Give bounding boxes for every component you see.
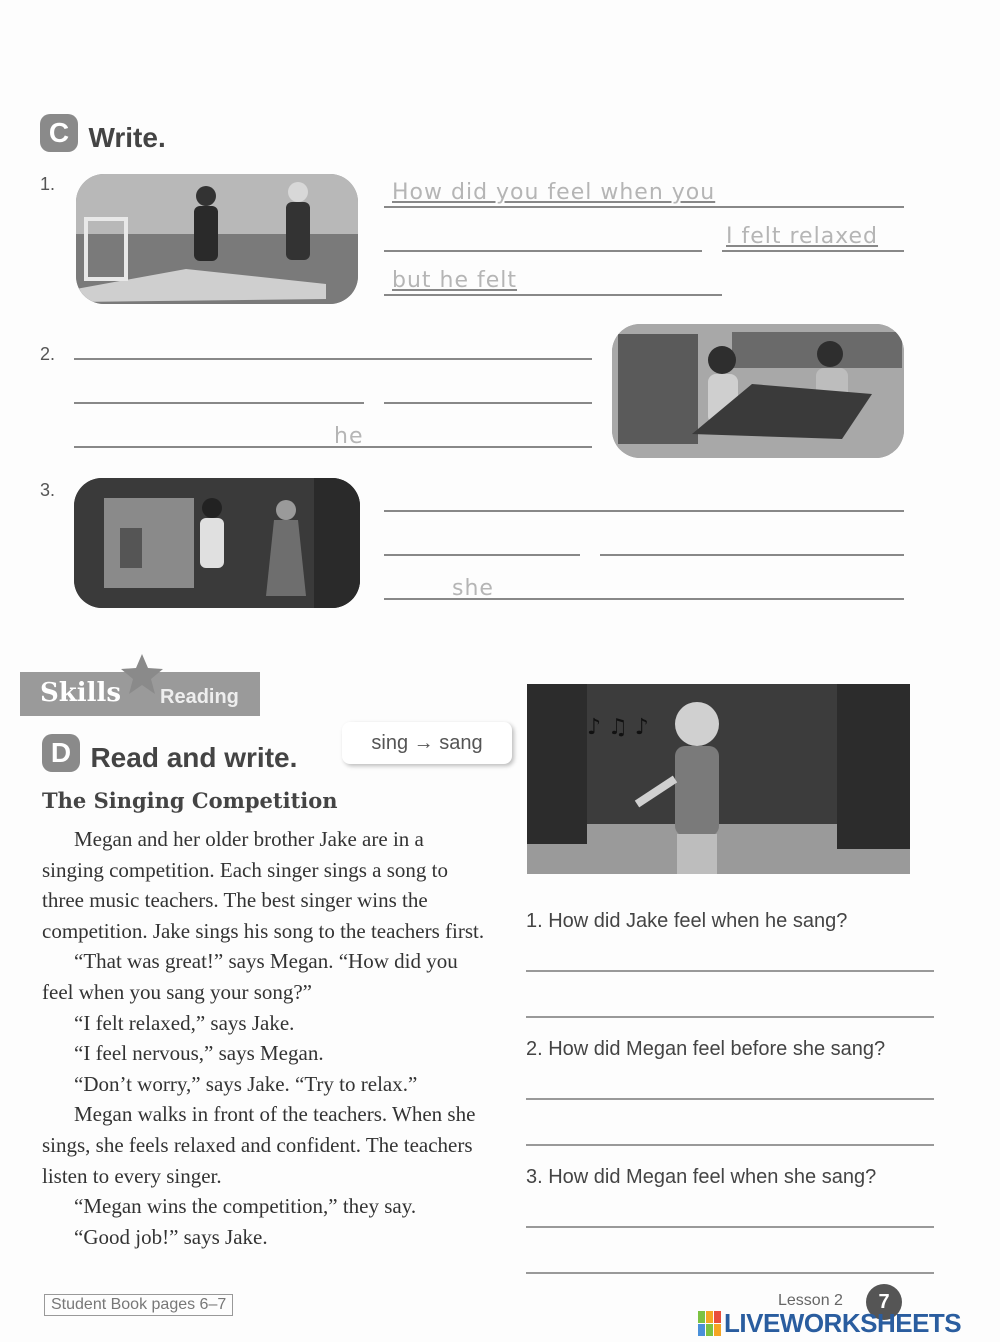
answer-line-2a[interactable] xyxy=(74,358,592,360)
library-picture xyxy=(612,324,904,458)
trace-text-3: she xyxy=(452,576,494,601)
star-icon xyxy=(120,654,164,694)
lesson-label: Lesson 2 xyxy=(778,1292,843,1309)
answer-line-2c[interactable] xyxy=(384,402,592,404)
answer-line-q3b[interactable] xyxy=(526,1272,934,1274)
trace-text-1d: but he felt xyxy=(392,268,518,293)
item-1-number: 1. xyxy=(40,174,56,194)
arrow-icon: → xyxy=(413,732,434,754)
trace-text-2: he xyxy=(334,424,364,449)
section-c-title: Write. xyxy=(88,121,166,153)
answer-line-q2a[interactable] xyxy=(526,1098,934,1100)
story-paragraph: Megan and her older brother Jake are in a singing competition. Each singer sings a song to three music teachers. The best singer wins the competition. Jake sings his song to the teachers first. xyxy=(42,827,485,943)
skills-banner xyxy=(20,672,260,716)
trace-text-1c: I felt relaxed xyxy=(726,224,879,249)
answer-line-q2b[interactable] xyxy=(526,1144,934,1146)
story-title: The Singing Competition xyxy=(42,788,338,813)
answer-line-2d[interactable] xyxy=(74,446,592,448)
skills-sub-label: Reading xyxy=(160,686,239,708)
story-paragraph: “Good job!” says Jake. xyxy=(74,1224,268,1249)
brand-name: LIVEWORKSHEETS xyxy=(724,1308,962,1338)
theatre-illustration xyxy=(74,478,360,608)
theatre-picture xyxy=(74,478,360,608)
trace-text-1a: How did you feel when you xyxy=(392,180,716,205)
answer-line-1b[interactable] xyxy=(384,250,702,252)
answer-line-q1b[interactable] xyxy=(526,1016,934,1018)
library-illustration xyxy=(612,324,904,458)
story-paragraph: “I feel nervous,” says Megan. xyxy=(74,1041,324,1066)
answer-line-3b[interactable] xyxy=(384,554,580,556)
diving-illustration xyxy=(76,174,358,304)
section-d-header xyxy=(42,734,297,774)
brand-logo xyxy=(698,1308,961,1339)
page-number: 7 xyxy=(866,1284,902,1320)
item-3-number: 3. xyxy=(40,480,56,500)
question-3: 3. How did Megan feel when she sang? xyxy=(526,1166,877,1188)
answer-line-1c[interactable] xyxy=(722,250,904,252)
diving-picture xyxy=(76,174,358,304)
story-paragraph: “I felt relaxed,” says Jake. xyxy=(74,1010,295,1035)
section-c-badge: C xyxy=(40,114,78,152)
question-2: 2. How did Megan feel before she sang? xyxy=(526,1038,886,1060)
singer-picture xyxy=(527,684,910,874)
section-d-title: Read and write. xyxy=(90,741,298,773)
answer-line-q3a[interactable] xyxy=(526,1226,934,1228)
svg-text:♪ ♫ ♪: ♪ ♫ ♪ xyxy=(587,715,649,740)
story-paragraph: “Don’t worry,” says Jake. “Try to relax.” xyxy=(74,1071,418,1096)
answer-line-3a[interactable] xyxy=(384,510,904,512)
answer-line-1a[interactable] xyxy=(384,206,904,208)
verb-hint-from: sing xyxy=(371,732,409,754)
answer-line-3c[interactable] xyxy=(600,554,904,556)
answer-line-1d[interactable] xyxy=(384,294,722,296)
liveworksheets-logo-icon xyxy=(698,1311,722,1337)
answer-line-q1a[interactable] xyxy=(526,970,934,972)
verb-hint-box xyxy=(342,722,512,764)
story-paragraph: Megan walks in front of the teachers. When she sings, she feels relaxed and confident. The teachers listen to every singer. xyxy=(42,1102,476,1188)
skills-label: Skills xyxy=(40,678,122,708)
section-d-badge: D xyxy=(42,734,80,772)
section-c-header xyxy=(40,114,166,154)
story-paragraph: “That was great!” says Megan. “How did you feel when you sang your song?” xyxy=(42,949,458,1004)
verb-hint-to: sang xyxy=(439,732,483,754)
answer-line-2b[interactable] xyxy=(74,402,364,404)
story-text xyxy=(42,824,487,1252)
story-paragraph: “Megan wins the competition,” they say. xyxy=(74,1194,417,1219)
singer-illustration xyxy=(527,684,910,874)
book-reference: Student Book pages 6–7 xyxy=(44,1294,233,1316)
item-2-number: 2. xyxy=(40,344,56,364)
question-1: 1. How did Jake feel when he sang? xyxy=(526,910,848,932)
